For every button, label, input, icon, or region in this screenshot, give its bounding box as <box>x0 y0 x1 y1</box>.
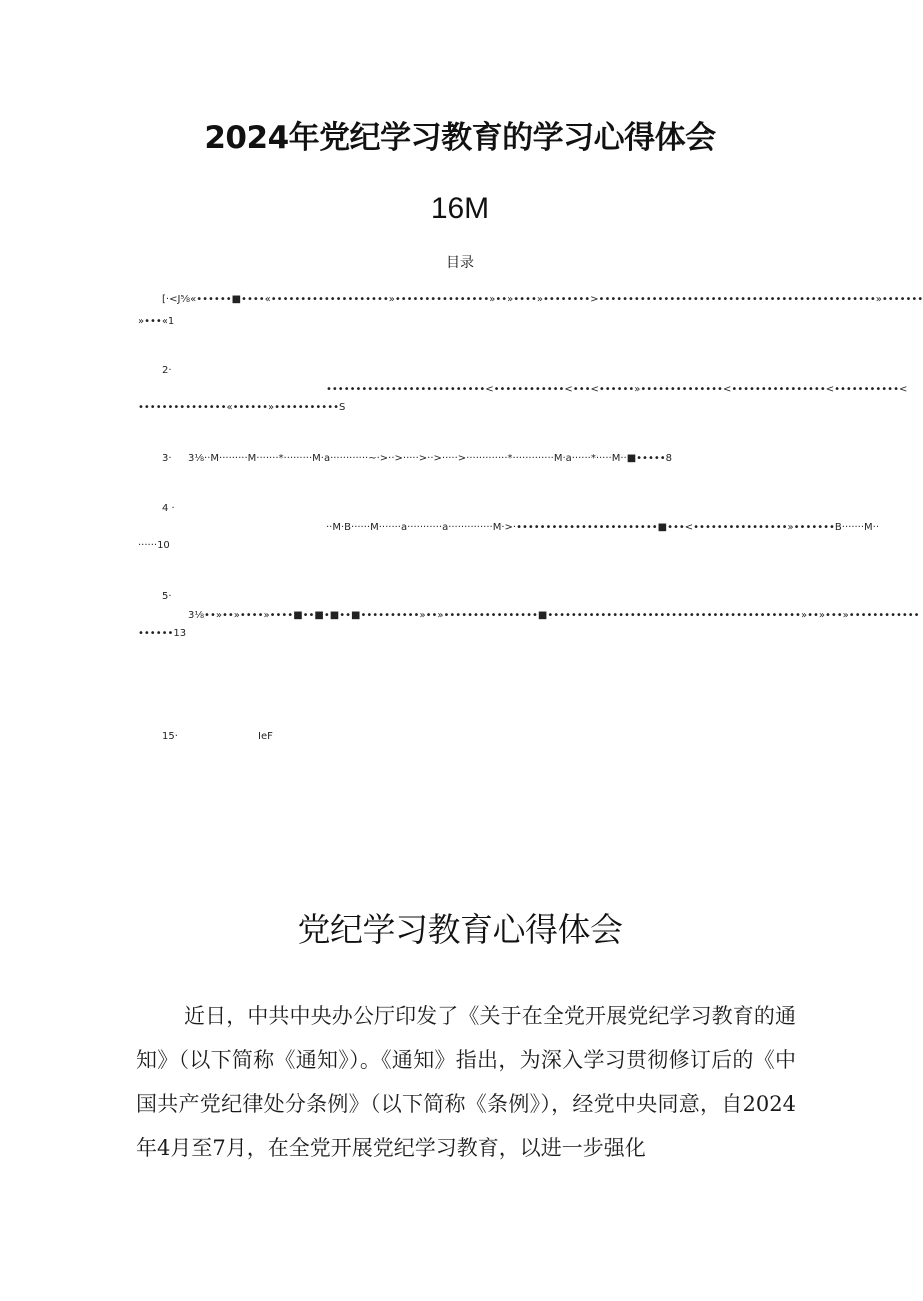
body-paragraph: 近日，中共中央办公厅印发了《关于在全党开展党纪学习教育的通知》（以下简称《通知》）。《通知》指出，为深入学习贯彻修订后的《中国共产党纪律处分条例》（以下简称《条例》），经党中央同意，自2024年4月至7月，在全党开展党纪学习教育，以进一步强化 <box>136 1004 796 1160</box>
toc-entry-2-number[interactable]: 2· <box>162 365 172 376</box>
toc-entry-2-line-2[interactable]: •••••••••••••••«••••••»•••••••••••S <box>138 402 346 413</box>
toc-heading: 目录 <box>446 255 474 271</box>
section-title: 党纪学习教育心得体会 <box>297 910 623 949</box>
toc-entry-4-line-2[interactable]: ······10 <box>138 540 170 551</box>
toc-entry-5-line-2[interactable]: ••••••13 <box>138 628 187 639</box>
toc-entry-5-line-1[interactable]: 3⅛••»••»••••»••••■••■•■••■••••••••••»••»••••••••••••••••■•••••••••••••••••••••••••••••••••••••••••••»••»•••»•••••••••••• <box>188 610 920 621</box>
toc-entry-4-line-1[interactable]: ··M·B······M·······a···········a··············M·>·••••••••••••••••••••••••■•••<••••••••••••••••»•••••••B·······M·· <box>326 522 880 533</box>
toc-entry-3-number[interactable]: 3· <box>162 453 172 464</box>
toc-entry-6-text[interactable]: IeF <box>258 731 273 742</box>
toc-entry-6-number[interactable]: 15· <box>162 731 178 742</box>
toc-entry-4-number[interactable]: 4 · <box>162 503 175 514</box>
toc-entry-1-line-1[interactable]: [·<J⅝«••••••■••••«••••••••••••••••••••»••••••••••••••••»••»••••»••••••••>•••••••••••••••••••••••••••••••••••••••••••••••»••••••• <box>162 294 923 305</box>
toc-entry-5-number[interactable]: 5· <box>162 591 172 602</box>
toc-entry-2-line-1[interactable]: •••••••••••••••••••••••••••<••••••••••••<•••<••••••»••••••••••••••<••••••••••••••••<•••••••••••< <box>326 384 908 395</box>
document-subtitle: 16M <box>430 192 490 225</box>
toc-entry-3-line-1[interactable]: 3⅛··M·········M·······*·········M·a············~·>··>·····>··>·····>·············*·············M·a······*·····M··■•••••8 <box>188 453 673 464</box>
document-title: 2024年党纪学习教育的学习心得体会 <box>204 120 716 156</box>
toc-entry-1-line-2[interactable]: »•••«1 <box>138 316 175 327</box>
